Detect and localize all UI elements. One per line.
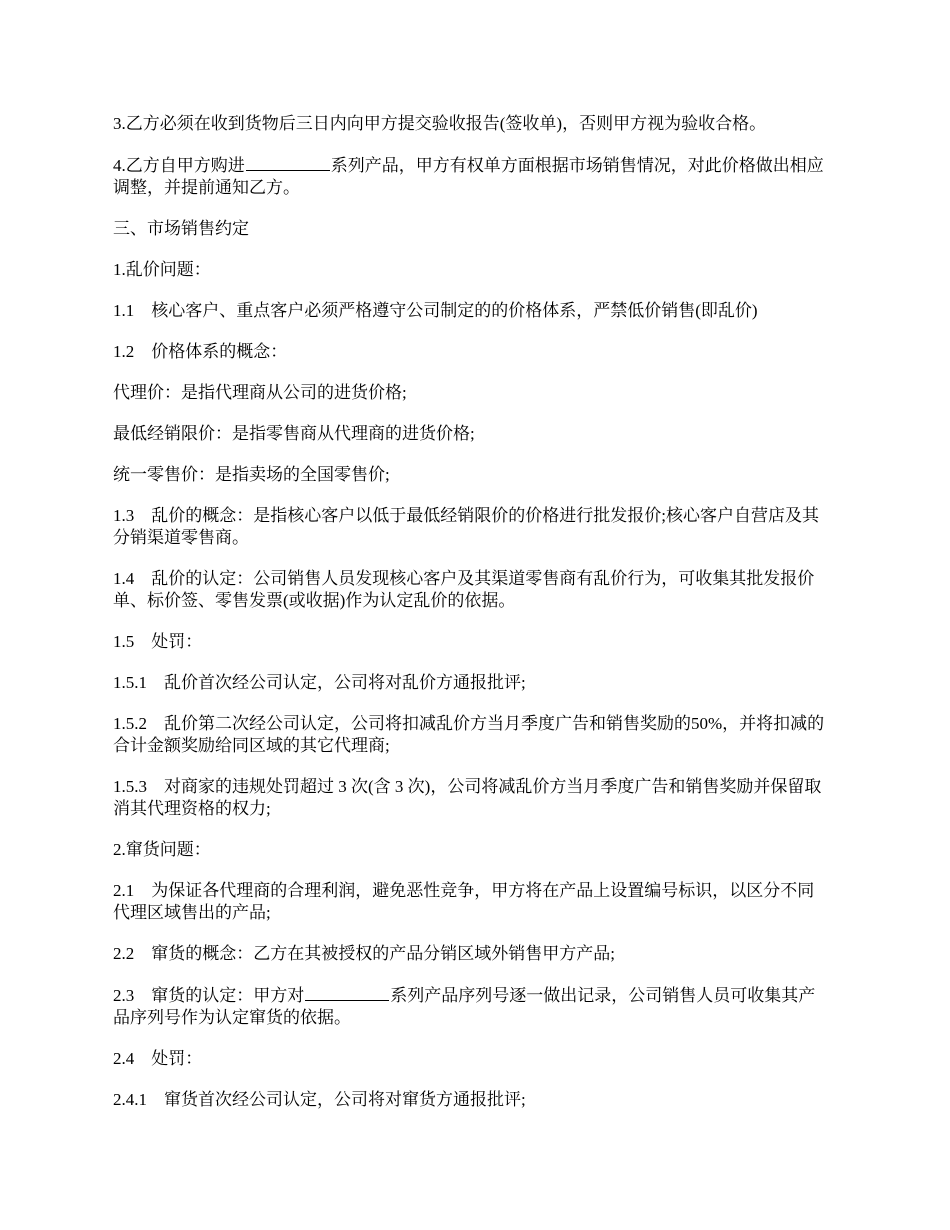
fill-in-blank xyxy=(246,154,330,171)
clause-4-price-adjustment xyxy=(113,154,831,199)
para-text: 2.4 处罚： xyxy=(113,1049,203,1068)
para-text: 最低经销限价：是指零售商从代理商的进货价格; xyxy=(113,424,475,443)
document-page xyxy=(113,113,831,1130)
para-text: 1.乱价问题： xyxy=(113,260,211,279)
para-text: 1.5.3 对商家的违规处罚超过 3 次(含 3 次)，公司将减乱价方当月季度广告和销售奖励并保留取消其代理资格的权力; xyxy=(113,777,822,818)
para-text: 系列产品，甲方有权单方面根据市场销售情况，对此价格做出相应调整，并提前通知乙方。 xyxy=(113,156,824,197)
para-text: 2.1 为保证各代理商的合理利润，避免恶性竞争，甲方将在产品上设置编号标识，以区分不同代理区域售出的产品; xyxy=(113,881,815,922)
fill-in-blank xyxy=(305,984,389,1001)
para-text: 4.乙方自甲方购进 xyxy=(113,156,245,175)
clause-2-3 xyxy=(113,984,831,1029)
clause-1-4 xyxy=(113,568,831,612)
definition-min-distribution-price xyxy=(113,423,831,445)
para-text: 1.5 处罚： xyxy=(113,632,203,651)
subheading-price-disorder xyxy=(113,259,831,281)
para-text: 统一零售价：是指卖场的全国零售价; xyxy=(113,465,390,484)
clause-2-4-1 xyxy=(113,1089,831,1111)
clause-1-5-3 xyxy=(113,776,831,820)
clause-1-3 xyxy=(113,505,831,549)
clause-3-acceptance xyxy=(113,113,831,135)
para-text: 1.3 乱价的概念：是指核心客户以低于最低经销限价的价格进行批发报价;核心客户自营店及其分销渠道零售商。 xyxy=(113,506,819,547)
para-text: 3.乙方必须在收到货物后三日内向甲方提交验收报告(签收单)，否则甲方视为验收合格。 xyxy=(113,114,767,133)
para-text: 2.窜货问题： xyxy=(113,840,211,859)
section-heading-market-sales xyxy=(113,218,831,240)
para-text: 系列产品序列号逐一做出记录，公司销售人员可收集其产品序列号作为认定窜货的依据。 xyxy=(113,986,816,1027)
clause-1-5-2 xyxy=(113,713,831,757)
clause-2-2 xyxy=(113,943,831,965)
para-text: 三、市场销售约定 xyxy=(113,219,249,238)
para-text: 1.1 核心客户、重点客户必须严格遵守公司制定的的价格体系，严禁低价销售(即乱价) xyxy=(113,301,758,320)
para-text: 2.3 窜货的认定：甲方对 xyxy=(113,986,305,1005)
para-text: 代理价：是指代理商从公司的进货价格; xyxy=(113,383,407,402)
para-text: 1.5.1 乱价首次经公司认定，公司将对乱价方通报批评; xyxy=(113,673,526,692)
para-text: 2.4.1 窜货首次经公司认定，公司将对窜货方通报批评; xyxy=(113,1090,526,1109)
para-text: 1.4 乱价的认定：公司销售人员发现核心客户及其渠道零售商有乱价行为，可收集其批发报价单、标价签、零售发票(或收据)作为认定乱价的依据。 xyxy=(113,569,815,610)
para-text: 1.2 价格体系的概念： xyxy=(113,342,288,361)
clause-1-2 xyxy=(113,341,831,363)
clause-1-5 xyxy=(113,631,831,653)
clause-2-4 xyxy=(113,1048,831,1070)
definition-retail-price xyxy=(113,464,831,486)
clause-1-1 xyxy=(113,300,831,322)
para-text: 2.2 窜货的概念：乙方在其被授权的产品分销区域外销售甲方产品; xyxy=(113,944,615,963)
definition-agent-price xyxy=(113,382,831,404)
subheading-cross-region xyxy=(113,839,831,861)
clause-1-5-1 xyxy=(113,672,831,694)
para-text: 1.5.2 乱价第二次经公司认定，公司将扣减乱价方当月季度广告和销售奖励的50%，并将扣减的合计金额奖励给同区域的其它代理商; xyxy=(113,714,825,755)
clause-2-1 xyxy=(113,880,831,924)
